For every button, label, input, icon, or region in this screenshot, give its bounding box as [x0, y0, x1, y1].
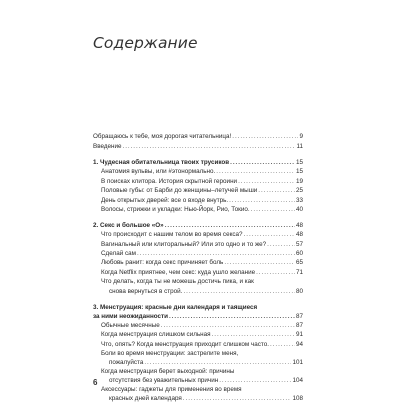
- toc-leader-dots: [230, 158, 295, 167]
- toc-leader-dots: [232, 132, 298, 141]
- toc-entry-title: Когда Netflix приятнее, чем секс: куда ушло желание: [101, 269, 256, 276]
- toc-entry-page: 11: [296, 143, 303, 150]
- toc-entry-page: 40: [295, 206, 303, 213]
- toc-entry-title: Когда менструация берет выходной: причины: [101, 368, 235, 375]
- toc-leader-dots: [229, 196, 295, 205]
- toc-leader-dots: [161, 321, 295, 330]
- toc-entry: [93, 312, 303, 321]
- toc-entry: [101, 277, 303, 286]
- toc-leader-dots: [251, 205, 295, 214]
- toc-entry-title: 2. Секс и большое «О»: [93, 222, 164, 229]
- toc-entry-title: День открытых дверей: все о входе внутрь.: [101, 197, 229, 204]
- toc-leader-dots: [267, 240, 295, 249]
- toc-leader-dots: [212, 330, 295, 339]
- toc-entry: [101, 321, 303, 330]
- toc-entry-title: Анатомия вульвы, или #этонормально.: [101, 168, 216, 175]
- toc-entry-title: Введение: [93, 143, 122, 150]
- toc-entry: [101, 330, 303, 339]
- toc-entry-page: 94: [295, 341, 303, 348]
- toc-entry-page: 71: [295, 269, 303, 276]
- toc-entry-title: Что, опять? Когда менструация приходит слишком часто.: [101, 341, 269, 348]
- toc-entry-title: Боли во время менструации: застрелите меня,: [101, 350, 239, 357]
- toc-entry: [93, 221, 303, 230]
- toc-entry-title: Волосы, стрижки и укладки: Нью-Йорк, Рио, Токио.: [101, 206, 250, 213]
- toc-leader-dots: [244, 230, 295, 239]
- toc-entry: [101, 196, 303, 205]
- toc-leader-dots: [123, 142, 296, 151]
- toc-leader-dots: [256, 268, 295, 277]
- toc-entry: [93, 158, 303, 167]
- toc-entry: [93, 303, 303, 312]
- toc-entry-title: Что делать, когда ты не можешь достичь пика, и как: [101, 278, 254, 285]
- toc-entry: [101, 349, 303, 358]
- toc-entry-page: 65: [295, 259, 303, 266]
- toc-entry-page: 87: [295, 313, 303, 320]
- toc-entry-page: 87: [295, 322, 303, 329]
- toc-entry: [101, 205, 303, 214]
- toc-entry: [101, 340, 303, 349]
- toc-entry-page: 15: [295, 159, 303, 166]
- toc-entry: [93, 142, 303, 151]
- toc-leader-dots: [183, 394, 292, 403]
- toc-entry-title: Аксессуары: гаджеты для применения во время: [101, 386, 242, 393]
- toc-entry: [101, 385, 303, 394]
- toc-entry-title: за ними неожиданности: [93, 313, 168, 320]
- toc-leader-dots: [270, 340, 295, 349]
- toc-entry-page: 101: [292, 359, 303, 366]
- toc-entry-title: красных дней календаря: [109, 395, 182, 402]
- toc-entry: [109, 287, 303, 296]
- toc-entry-page: 25: [295, 187, 303, 194]
- toc-leader-dots: [137, 249, 295, 258]
- toc-entry: [101, 240, 303, 249]
- toc-entry: [109, 376, 303, 385]
- toc-entry: [101, 167, 303, 176]
- toc-entry-page: 80: [295, 288, 303, 295]
- toc-entry: [101, 186, 303, 195]
- toc-entry: [101, 268, 303, 277]
- toc-leader-dots: [144, 358, 291, 367]
- toc-entry-page: 60: [295, 250, 303, 257]
- toc-entry-title: Половые губы: от Барби до женщины–летучей мыши: [101, 187, 258, 194]
- toc-entry-page: 91: [295, 331, 303, 338]
- toc-entry-title: Когда менструация слишком сильная: [101, 331, 211, 338]
- toc-entry-page: 48: [295, 222, 303, 229]
- toc-entry: [101, 258, 303, 267]
- toc-entry-title: Обычные месячные: [101, 322, 160, 329]
- toc-leader-dots: [224, 258, 295, 267]
- toc-leader-dots: [216, 167, 295, 176]
- toc-leader-dots: [169, 312, 295, 321]
- toc-entry-title: В поисках клитора. История скрытной героини: [101, 178, 238, 185]
- toc-entry: [101, 367, 303, 376]
- toc-entry-page: 48: [295, 231, 303, 238]
- toc-entry-title: 3. Менструация: красные дни календаря и таящиеся: [93, 304, 258, 311]
- toc-entry: [109, 358, 303, 367]
- toc-entry-title: Что происходит с нашим телом во время секса?: [101, 231, 243, 238]
- toc-entry: [101, 230, 303, 239]
- toc-entry-title: 1. Чудесная обитательница твоих трусиков: [93, 159, 230, 166]
- toc-entry-title: Сделай сам: [101, 250, 136, 257]
- toc-entry-title: пожалуйста: [109, 359, 144, 366]
- toc-leader-dots: [183, 287, 295, 296]
- toc-leader-dots: [258, 186, 295, 195]
- toc-entry: [93, 132, 303, 141]
- toc-entry-page: 9: [299, 133, 303, 140]
- toc-entry-page: 108: [292, 395, 303, 402]
- toc-leader-dots: [238, 177, 295, 186]
- toc-entry-page: 19: [295, 178, 303, 185]
- toc-entry-title: Обращаюсь к тебе, моя дорогая читательница!: [93, 133, 232, 140]
- toc-leader-dots: [219, 376, 291, 385]
- toc-entry-page: 104: [292, 377, 303, 384]
- toc-entry: [101, 249, 303, 258]
- toc-entry-page: 57: [295, 241, 303, 248]
- toc-entry: [109, 394, 303, 403]
- toc-entry-title: отсутствия без уважительных причин: [109, 377, 219, 384]
- toc-entry-page: 33: [295, 197, 303, 204]
- toc-entry-page: 15: [295, 168, 303, 175]
- page-title: Содержание: [93, 34, 198, 52]
- toc-entry-title: Вагинальный или клиторальный? Или это одно и то же?: [101, 241, 267, 248]
- page-number: 6: [93, 378, 98, 387]
- toc-leader-dots: [165, 221, 295, 230]
- toc-entry-title: Любовь ранит: когда секс причиняет боль: [101, 259, 224, 266]
- toc-entry: [101, 177, 303, 186]
- toc-entry-title: снова вернуться в строй.: [109, 288, 183, 295]
